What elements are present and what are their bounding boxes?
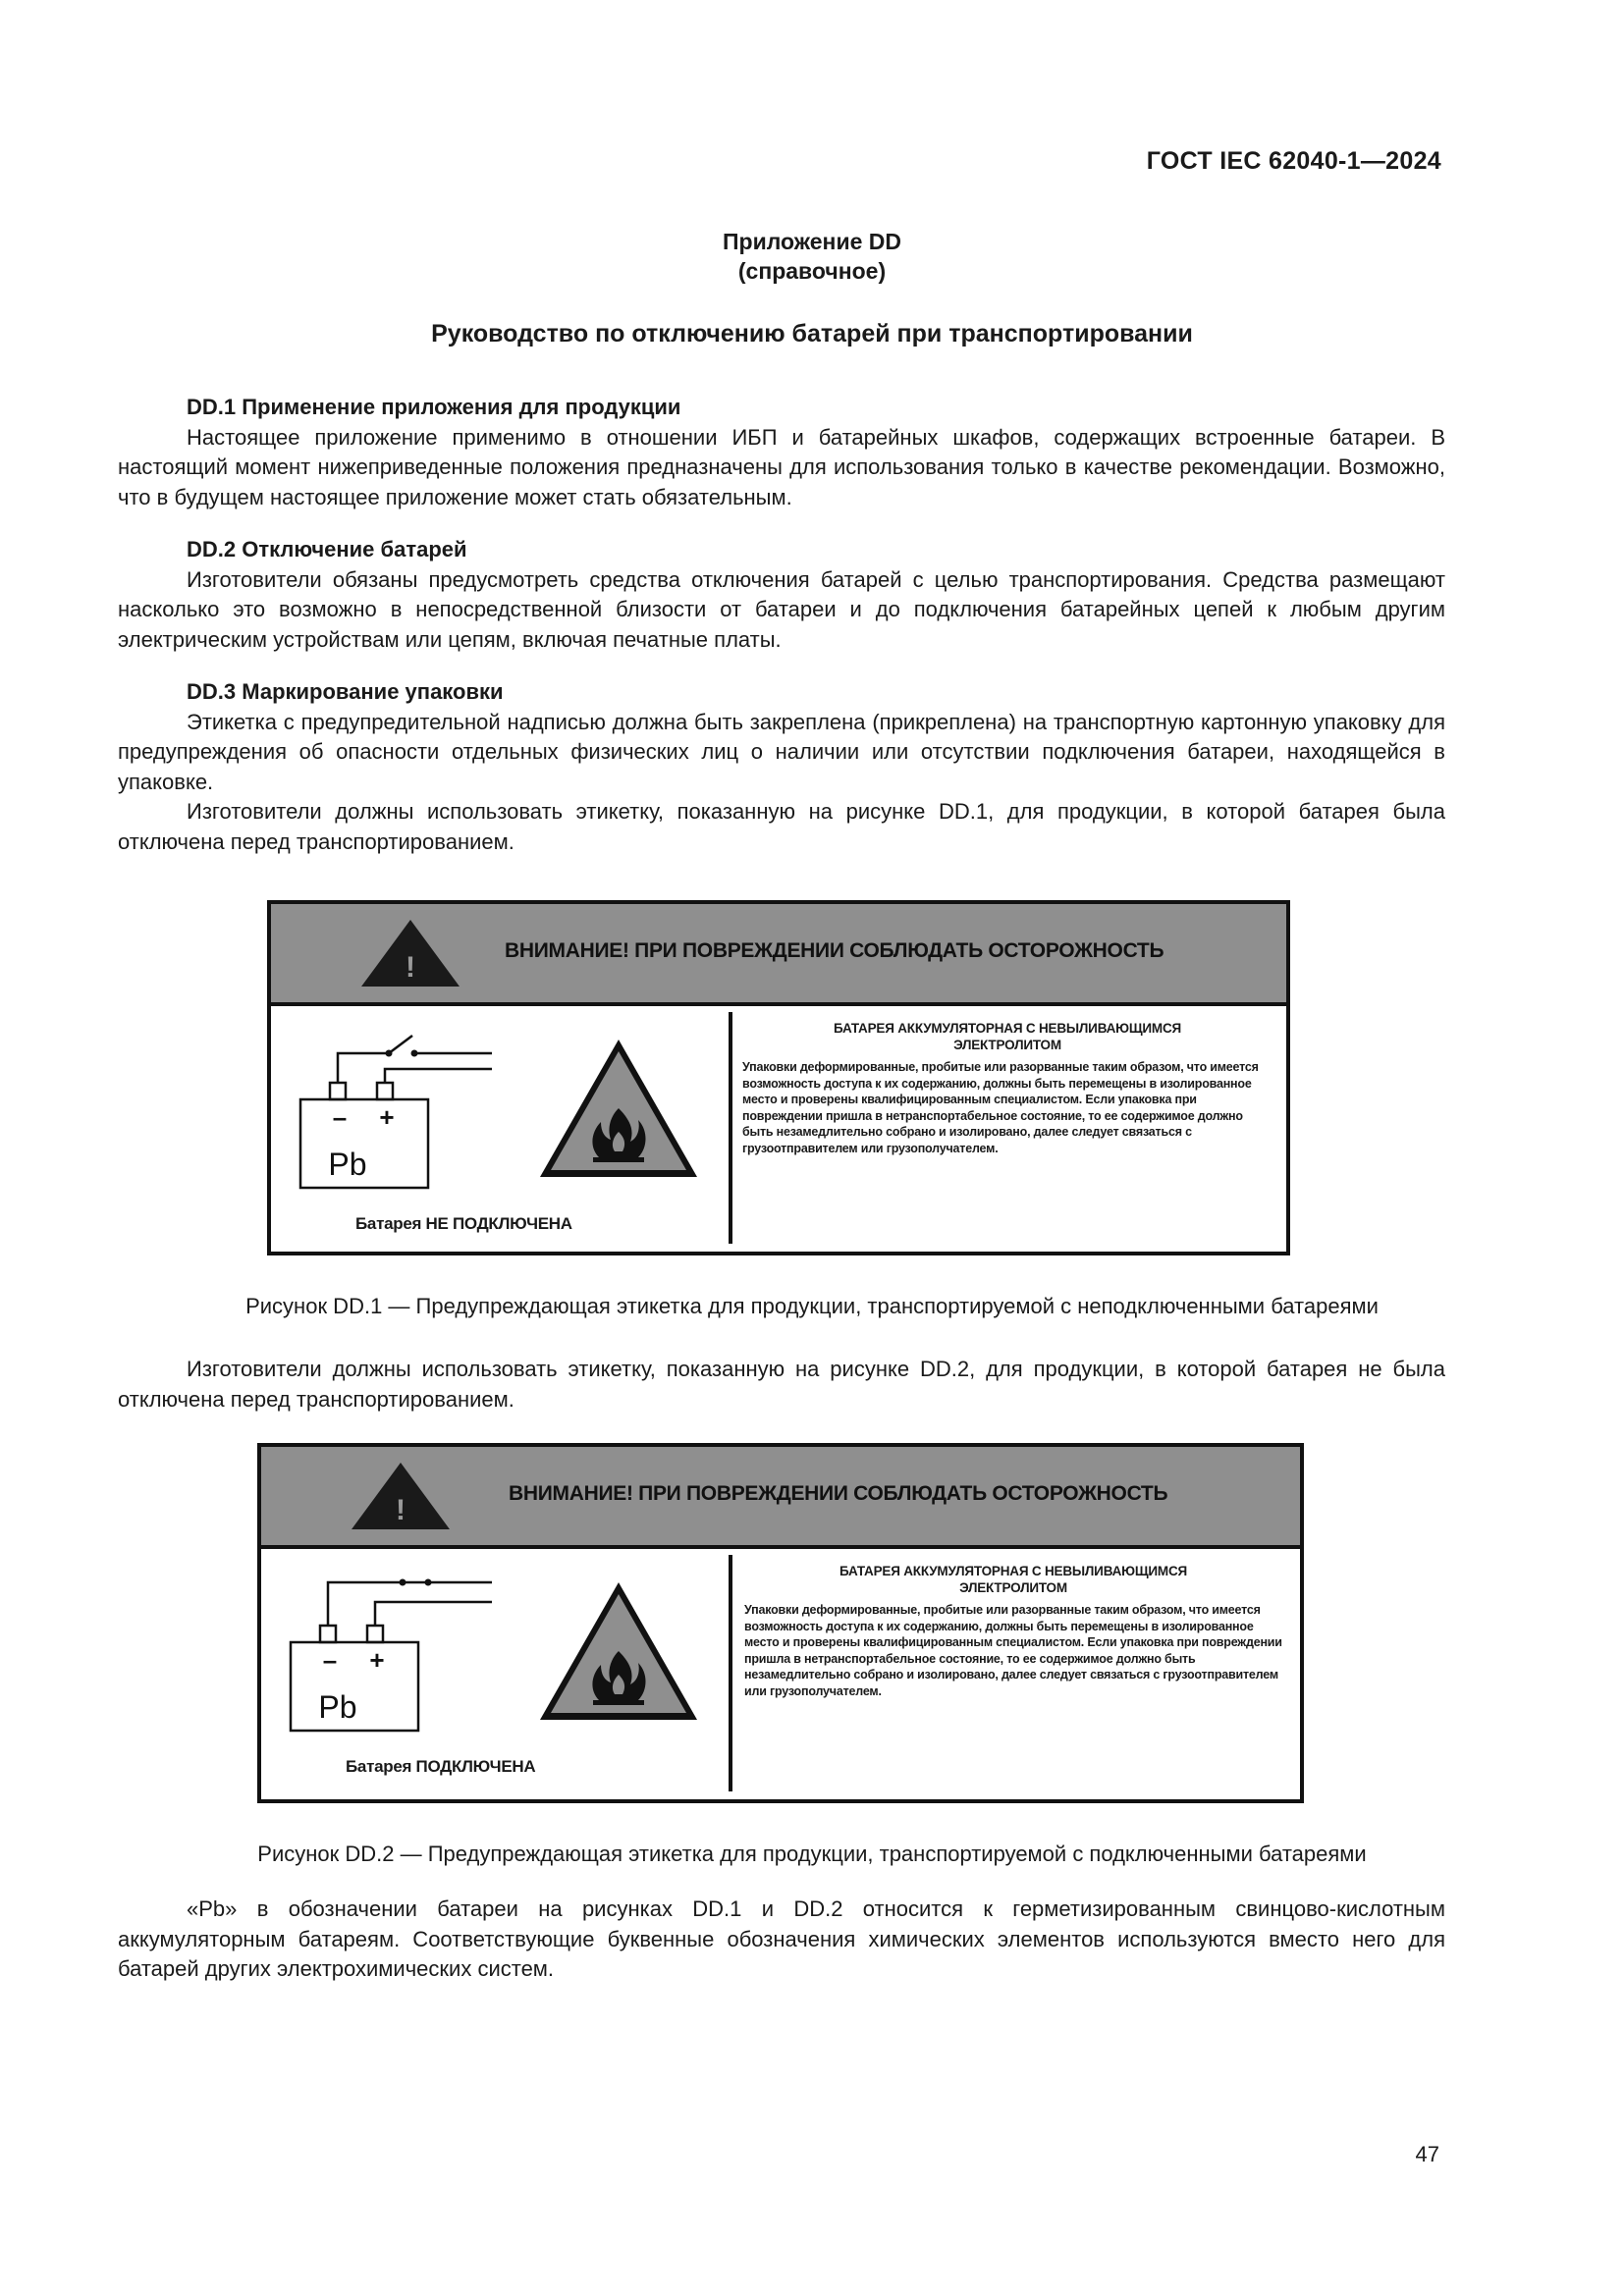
warning-text: ВНИМАНИЕ! ПРИ ПОВРЕЖДЕНИИ СОБЛЮДАТЬ ОСТОРОЖНОСТЬ — [509, 1482, 1168, 1505]
paragraph: «Pb» в обозначении батареи на рисунках DD.1 и DD.2 относится к герметизированным свинцово-кислотным аккумуляторным батареям. Соответствующие буквенные обозначения химических элементов используются вместо него для батарей других электрохимических систем. — [118, 1896, 1445, 1981]
paragraph: Изготовители должны использовать этикетку, показанную на рисунке DD.2, для продукции, в которой батарея не была отключена перед транспортированием. — [118, 1357, 1445, 1412]
battery-status-caption: Батарея ПОДКЛЮЧЕНА — [346, 1757, 536, 1776]
section-heading: DD.1 Применение приложения для продукции — [187, 395, 681, 419]
section-dd1 — [118, 393, 1445, 512]
annex-heading — [0, 227, 1624, 286]
label-body-area — [261, 1549, 1300, 1799]
label-title — [742, 1020, 1272, 1053]
battery-label-text — [744, 1563, 1282, 1699]
annex-title: Руководство по отключению батарей при транспортировании — [431, 320, 1193, 347]
label-title-line-1: БАТАРЕЯ АККУМУЛЯТОРНАЯ С НЕВЫЛИВАЮЩИМСЯ — [839, 1564, 1187, 1578]
label-instructions: Упаковки деформированные, пробитые или разорванные таким образом, что имеется возможность доступа к их содержанию, должны быть перемещены в изолированное место и проверены квалифицированным специалистом. Если упаковка при повреждении пришла в нетранспортабельное состояние, то ее содержимое должно быть незамедлительно собрано и изолировано, далее следует связаться с грузоотправителем или грузополучателем. — [742, 1060, 1259, 1155]
warning-triangle-icon — [350, 1461, 452, 1531]
exclamation-mark: ! — [396, 1494, 406, 1526]
paragraph-figure-dd2 — [118, 1355, 1445, 1415]
flammable-hazard-icon — [536, 1578, 701, 1724]
label-title-line-1: БАТАРЕЯ АККУМУЛЯТОРНАЯ С НЕВЫЛИВАЮЩИМСЯ — [833, 1021, 1181, 1036]
page-number: 47 — [1415, 2142, 1439, 2166]
paragraph-pb-note — [118, 1895, 1445, 1985]
section-heading: DD.3 Маркирование упаковки — [187, 679, 504, 704]
warning-text: ВНИМАНИЕ! ПРИ ПОВРЕЖДЕНИИ СОБЛЮДАТЬ ОСТОРОЖНОСТЬ — [505, 939, 1164, 962]
label-body-area — [271, 1006, 1286, 1252]
figure-dd1-caption: Рисунок DD.1 — Предупреждающая этикетка для продукции, транспортируемой с неподключенными батареями — [245, 1294, 1379, 1318]
label-title — [744, 1563, 1282, 1596]
plus-sign: + — [379, 1102, 395, 1132]
section-heading: DD.2 Отключение батарей — [187, 537, 467, 561]
minus-sign: – — [322, 1645, 338, 1675]
label-title-line-2: ЭЛЕКТРОЛИТОМ — [959, 1580, 1067, 1595]
warning-banner — [271, 904, 1286, 1006]
plus-sign: + — [369, 1645, 385, 1675]
figure-dd2-caption: Рисунок DD.2 — Предупреждающая этикетка для продукции, транспортируемой с подключенными батареями — [257, 1842, 1367, 1866]
paragraph: Изготовители должны использовать этикетку, показанную на рисунке DD.1, для продукции, в которой батарея была отключена перед транспортированием. — [118, 799, 1445, 854]
exclamation-mark: ! — [406, 951, 415, 984]
section-dd2 — [118, 535, 1445, 655]
battery-connected-icon — [281, 1559, 575, 1755]
paragraph: Настоящее приложение применимо в отношении ИБП и батарейных шкафов, содержащих встроенные батареи. В настоящий момент нижеприведенные положения предназначены для использования только в качестве рекомендации. Возможно, что в будущем настоящее приложение может стать обязательным. — [118, 424, 1445, 509]
label-title-line-2: ЭЛЕКТРОЛИТОМ — [953, 1038, 1061, 1052]
flammable-hazard-icon — [536, 1036, 701, 1181]
chem-symbol: Pb — [318, 1689, 357, 1725]
battery-label-text — [742, 1020, 1272, 1156]
section-dd3 — [118, 677, 1445, 857]
document-code: ГОСТ IEC 62040-1—2024 — [1146, 147, 1441, 175]
battery-status-caption: Батарея НЕ ПОДКЛЮЧЕНА — [355, 1214, 572, 1233]
label-instructions: Упаковки деформированные, пробитые или разорванные таким образом, что имеется возможность доступа к их содержанию, должны быть перемещены в изолированное место и проверены квалифицированным специалистом. Если упаковка при повреждении пришла в нетранспортабельное состояние, то ее содержимое должно быть незамедлительно собрано и изолировано, далее следует связаться с грузоотправителем или грузополучателем. — [744, 1603, 1282, 1698]
warning-triangle-icon — [359, 918, 461, 988]
label-divider — [729, 1012, 732, 1244]
paragraph: Этикетка с предупредительной надписью должна быть закреплена (прикреплена) на транспортную картонную упаковку для предупреждения об опасности отдельных физических лиц о наличии или отсутствии подключения батареи, находящейся в упаковке. — [118, 709, 1445, 794]
chem-symbol: Pb — [328, 1147, 367, 1182]
annex-kind: (справочное) — [737, 258, 887, 284]
minus-sign: – — [332, 1102, 348, 1132]
figure-dd1-label — [267, 900, 1290, 1255]
annex-name: Приложение DD — [722, 229, 901, 254]
figure-dd2-label — [257, 1443, 1304, 1803]
paragraph: Изготовители обязаны предусмотреть средства отключения батарей с целью транспортирования. Средства размещают насколько это возможно в непосредственной близости от батареи и до подключения батарейных цепей к любым другим электрическим устройствам или цепям, включая печатные платы. — [118, 566, 1445, 652]
warning-banner — [261, 1447, 1300, 1549]
label-divider — [729, 1555, 732, 1791]
